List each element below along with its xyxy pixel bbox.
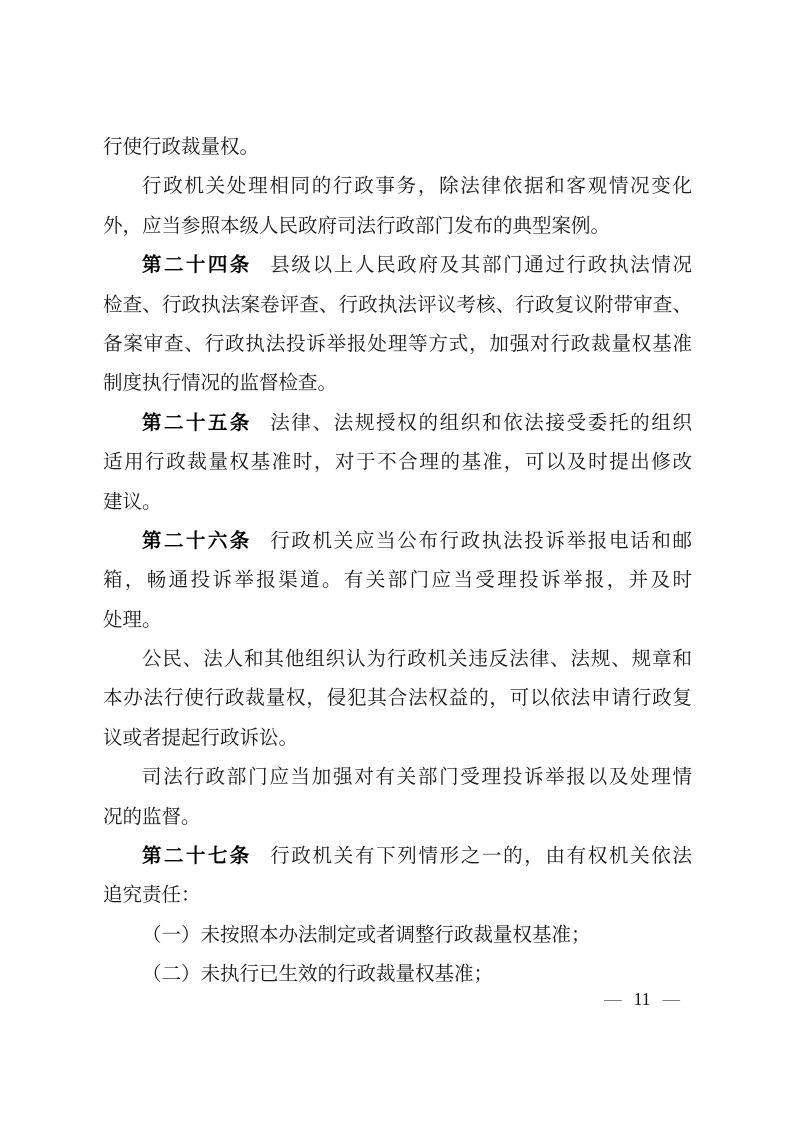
line-text: 本办法行使行政裁量权，侵犯其合法权益的，可以依法申请行政复 bbox=[103, 688, 692, 710]
page-footer bbox=[604, 987, 680, 1011]
line-text: （二）未执行已生效的行政裁量权基准； bbox=[142, 964, 494, 986]
paragraph-line bbox=[103, 719, 692, 758]
line-text: 适用行政裁量权基准时，对于不合理的基准，可以及时提出修改 bbox=[103, 452, 692, 474]
line-text: 行政机关有下列情形之一的，由有权机关依法 bbox=[270, 846, 692, 868]
line-text: 箱，畅通投诉举报渠道。有关部门应当受理投诉举报，并及时 bbox=[103, 570, 692, 592]
line-text: 追究责任： bbox=[103, 885, 201, 907]
footer-dash-left: — bbox=[604, 989, 622, 1009]
line-text: 外，应当参照本级人民政府司法行政部门发布的典型案例。 bbox=[103, 215, 611, 237]
paragraph-line bbox=[103, 443, 692, 482]
line-text: （一）未按照本办法制定或者调整行政裁量权基准； bbox=[142, 924, 591, 946]
article-number: 第二十五条 bbox=[142, 411, 252, 434]
line-text: 检查、行政执法案卷评查、行政执法评议考核、行政复议附带审查、 bbox=[103, 294, 692, 316]
paragraph-line bbox=[103, 561, 692, 600]
paragraph-line bbox=[103, 640, 692, 679]
paragraph-line bbox=[103, 128, 692, 167]
line-text: 建议。 bbox=[103, 491, 162, 513]
paragraph-line bbox=[103, 758, 692, 797]
line-text: 行使行政裁量权。 bbox=[103, 137, 260, 158]
paragraph-line bbox=[103, 325, 692, 364]
page-number: 11 bbox=[633, 989, 651, 1009]
line-text: 议或者提起行政诉讼。 bbox=[103, 727, 299, 749]
paragraph-line bbox=[103, 679, 692, 718]
paragraph-line bbox=[103, 876, 692, 915]
paragraph-line bbox=[103, 798, 692, 837]
line-text: 法律、法规授权的组织和依法接受委托的组织 bbox=[270, 412, 692, 434]
paragraph-line bbox=[103, 483, 692, 522]
paragraph-line bbox=[103, 837, 692, 876]
line-text: 况的监督。 bbox=[103, 806, 201, 828]
paragraph-line bbox=[103, 601, 692, 640]
line-text: 行政机关应当公布行政执法投诉举报电话和邮 bbox=[270, 530, 692, 552]
footer-dash-right: — bbox=[662, 989, 680, 1009]
article-number: 第二十六条 bbox=[142, 529, 252, 552]
paragraph-line bbox=[103, 522, 692, 561]
list-item-line bbox=[103, 916, 692, 955]
line-text: 公民、法人和其他组织认为行政机关违反法律、法规、规章和 bbox=[142, 649, 692, 671]
line-text: 县级以上人民政府及其部门通过行政执法情况 bbox=[270, 255, 692, 277]
paragraph-line bbox=[103, 246, 692, 285]
paragraph-line bbox=[103, 404, 692, 443]
paragraph-line bbox=[103, 207, 692, 246]
paragraph-line bbox=[103, 364, 692, 403]
line-text: 司法行政部门应当加强对有关部门受理投诉举报以及处理情 bbox=[142, 767, 692, 789]
document-body bbox=[103, 128, 692, 995]
line-text: 制度执行情况的监督检查。 bbox=[103, 373, 338, 395]
paragraph-line bbox=[103, 286, 692, 325]
paragraph-line bbox=[103, 167, 692, 206]
article-number: 第二十四条 bbox=[142, 254, 252, 277]
article-number: 第二十七条 bbox=[142, 845, 252, 868]
line-text: 备案审查、行政执法投诉举报处理等方式，加强对行政裁量权基准 bbox=[103, 333, 692, 355]
line-text: 行政机关处理相同的行政事务，除法律依据和客观情况变化 bbox=[142, 176, 692, 198]
line-text: 处理。 bbox=[103, 609, 162, 631]
